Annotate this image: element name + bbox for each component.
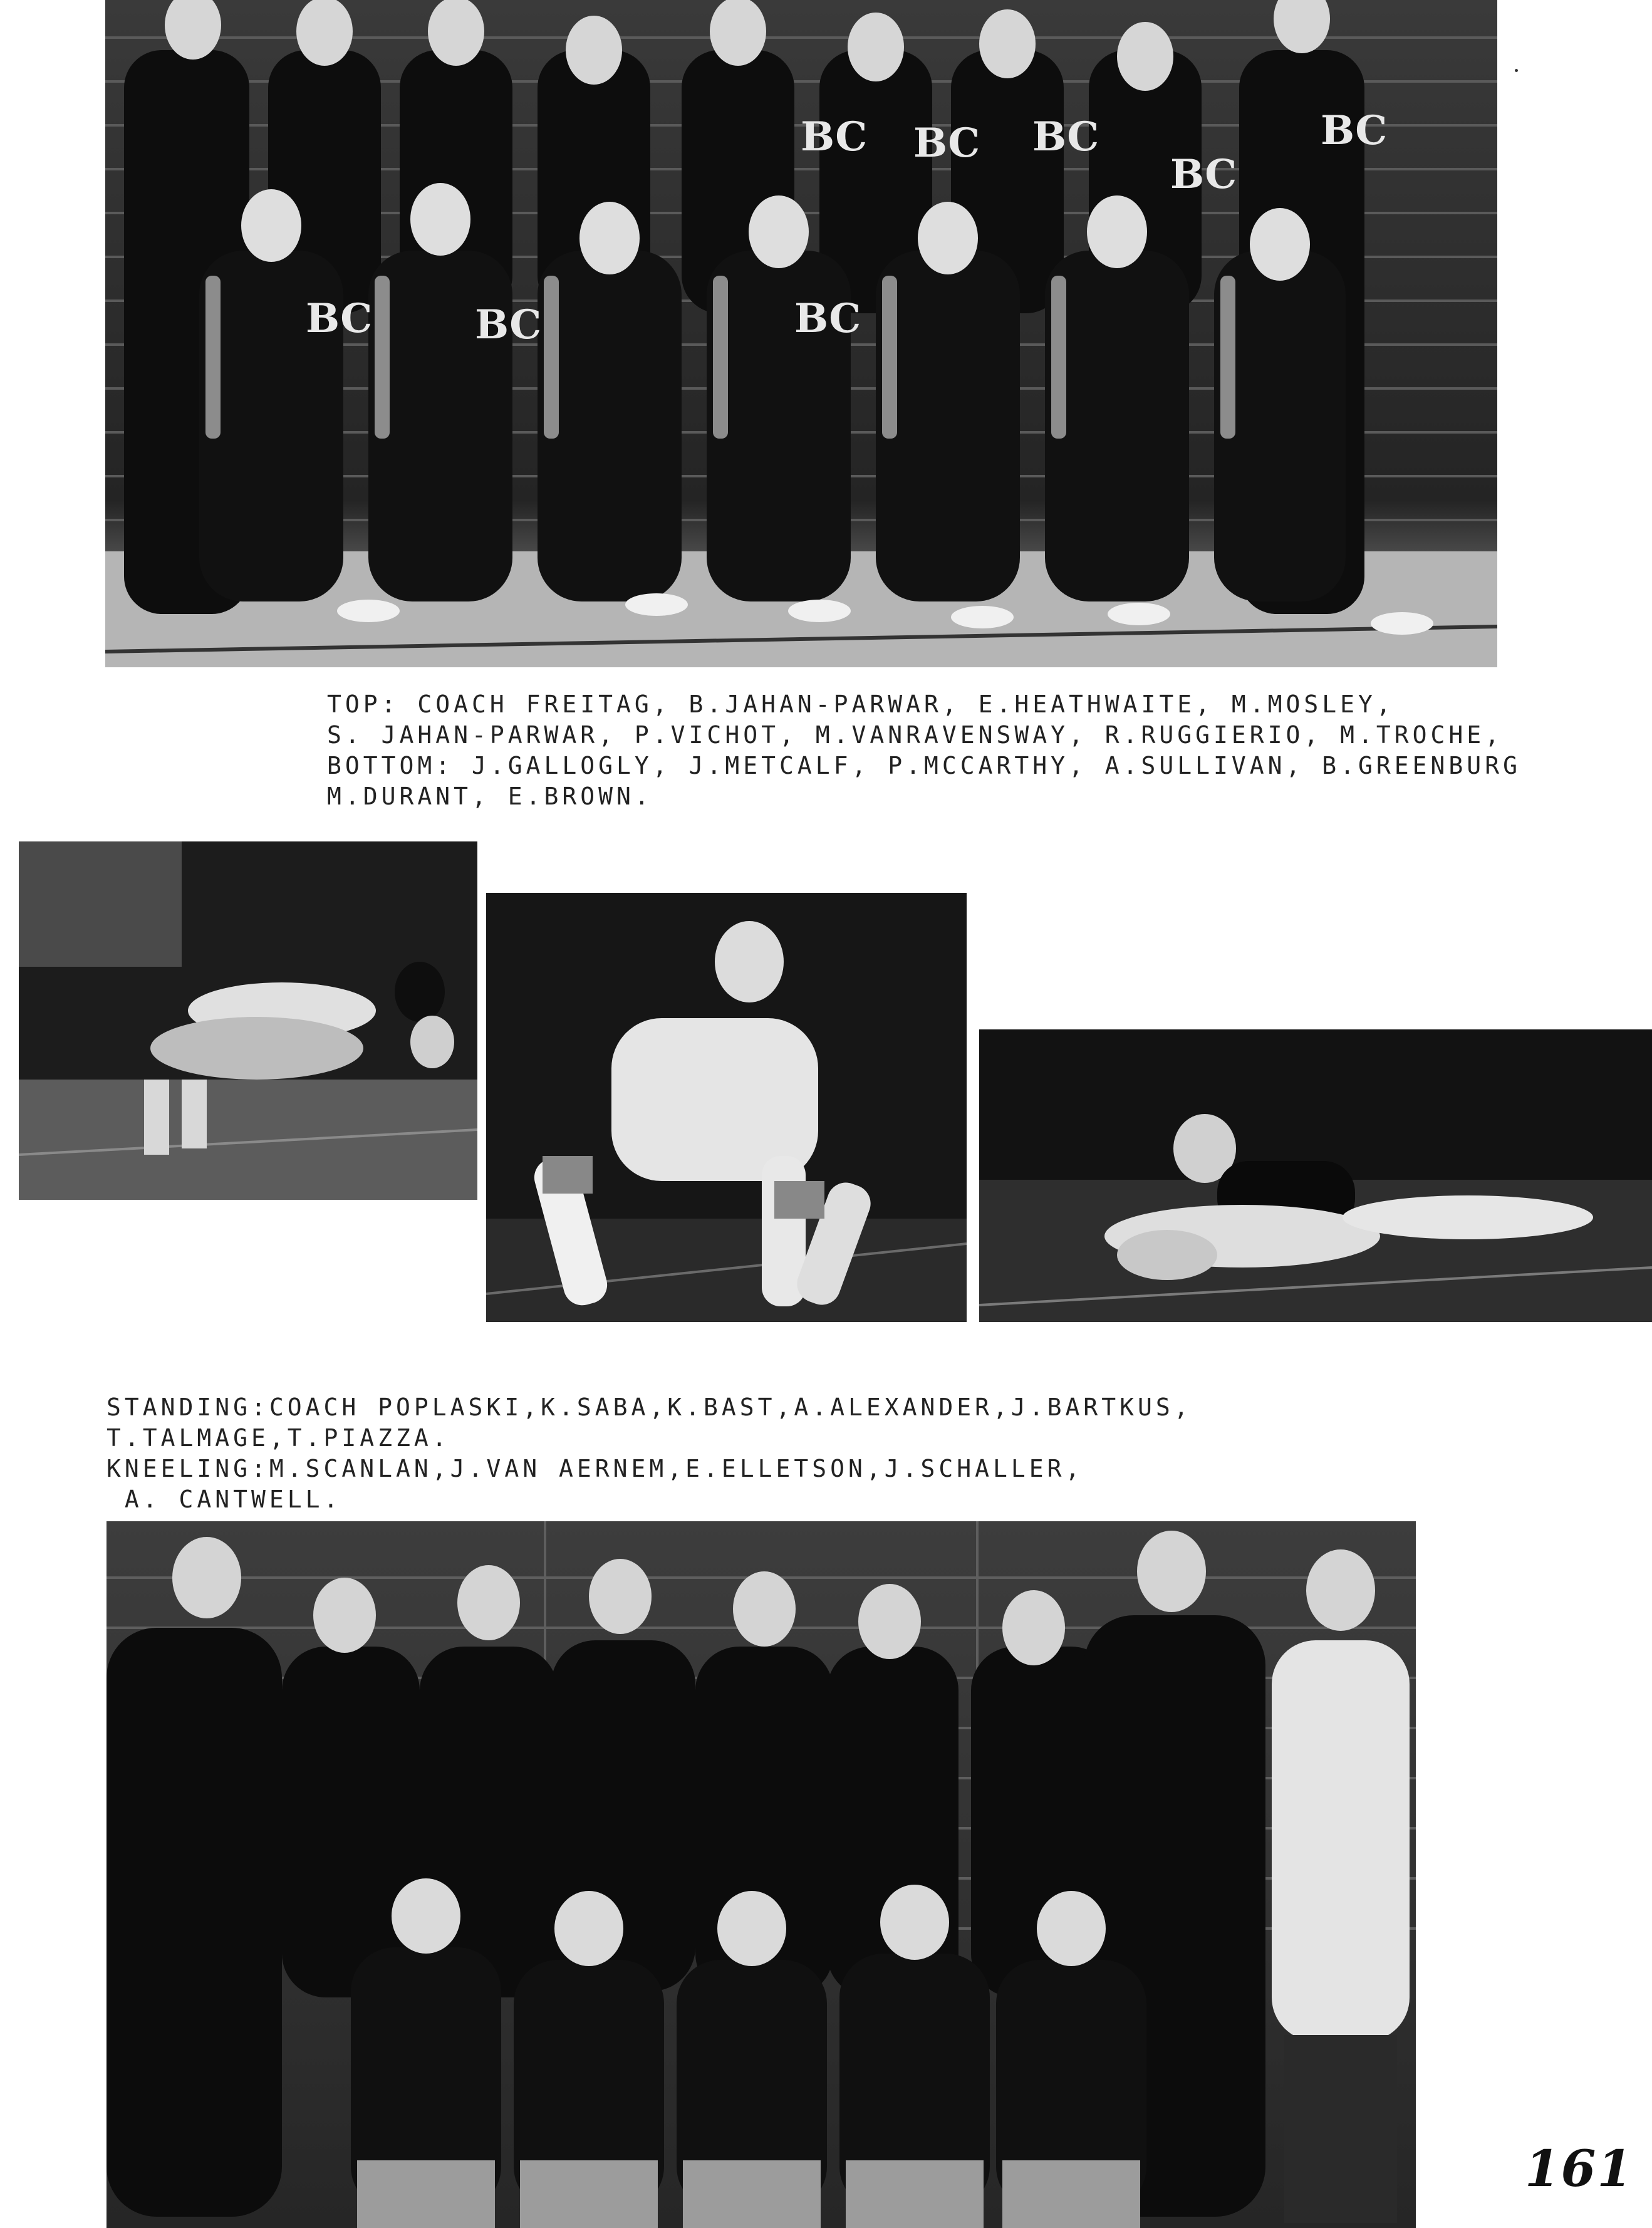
page-number: 161: [1525, 2139, 1633, 2198]
caption-line: TOP: COACH FREITAG, B.JAHAN-PARWAR, E.HEATHWAITE, M.MOSLEY,: [327, 690, 1395, 718]
jacket-letter: BC: [1321, 107, 1388, 154]
stray-mark: [1515, 69, 1518, 72]
boys-team-caption: [327, 689, 1521, 812]
caption-line: M.DURANT, E.BROWN.: [327, 783, 653, 810]
caption-line: S. JAHAN-PARWAR, P.VICHOT, M.VANRAVENSWAY, R.RUGGIERIO, M.TROCHE,: [327, 721, 1504, 749]
girls-team-caption: [106, 1392, 1192, 1515]
action-photo-right: [979, 1029, 1652, 1322]
caption-line: A. CANTWELL.: [106, 1486, 342, 1513]
action-photo-left-art: [19, 841, 477, 1200]
jacket-letter: BC: [1032, 113, 1099, 160]
boys-team-photo-art: [105, 0, 1497, 667]
jacket-letter: BC: [801, 113, 868, 160]
action-photo-center-art: [486, 893, 967, 1322]
jacket-letter: BC: [475, 301, 542, 348]
caption-line: BOTTOM: J.GALLOGLY, J.METCALF, P.MCCARTHY, A.SULLIVAN, B.GREENBURG: [327, 752, 1521, 779]
girls-team-photo: [106, 1521, 1416, 2228]
action-photo-center: [486, 893, 967, 1322]
caption-line: T.TALMAGE,T.PIAZZA.: [106, 1424, 450, 1452]
jacket-letter: BC: [1170, 151, 1237, 198]
action-photo-left: [19, 841, 477, 1200]
caption-line: KNEELING:M.SCANLAN,J.VAN AERNEM,E.ELLETSON,J.SCHALLER,: [106, 1455, 1084, 1482]
action-photo-right-art: [979, 1029, 1652, 1322]
caption-line: STANDING:COACH POPLASKI,K.SABA,K.BAST,A.ALEXANDER,J.BARTKUS,: [106, 1393, 1192, 1421]
boys-team-photo: [105, 0, 1497, 667]
jacket-letter: BC: [913, 120, 980, 167]
girls-team-photo-art: [106, 1521, 1416, 2228]
jacket-letter: BC: [794, 295, 861, 342]
jacket-letter: BC: [306, 295, 373, 342]
